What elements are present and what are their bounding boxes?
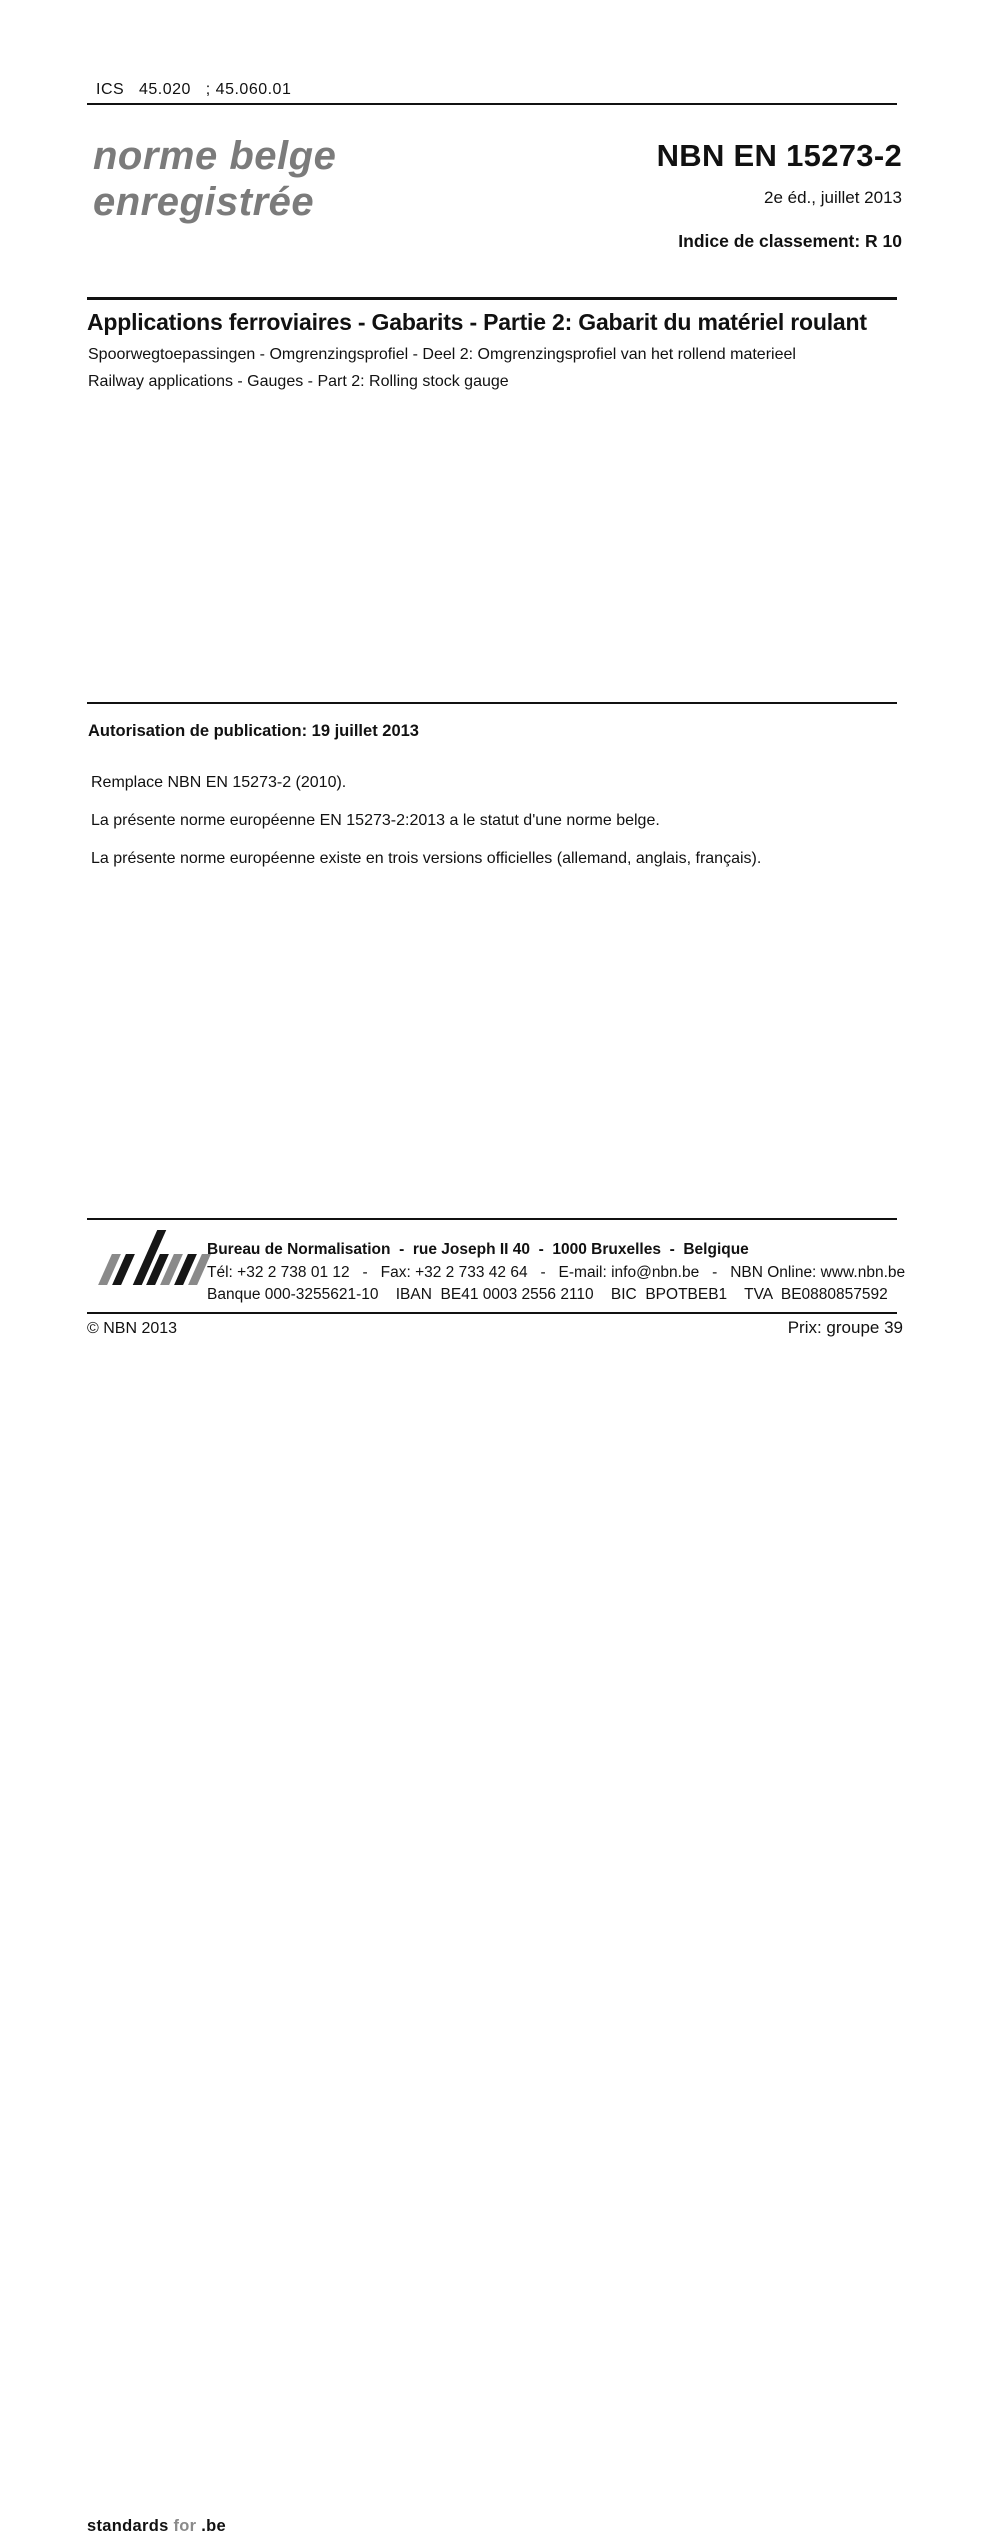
footer-bottom-rule <box>87 1312 897 1314</box>
publisher-contact: Tél: +32 2 738 01 12 - Fax: +32 2 733 42 64 - E-mail: info@nbn.be - NBN Online: www.nbn.be <box>207 1263 906 1281</box>
ics-codes: ICS 45.020 ; 45.060.01 <box>96 81 292 98</box>
price-group: Prix: groupe 39 <box>787 1318 903 1337</box>
standard-number: NBN EN 15273-2 <box>656 138 902 173</box>
publisher-address: Bureau de Normalisation - rue Joseph II 40 - 1000 Bruxelles - Belgique <box>207 1241 749 1258</box>
logo-tagline <box>87 2517 226 2536</box>
document-type-line1: norme belge <box>93 134 337 178</box>
edition-date: 2e éd., juillet 2013 <box>764 188 902 207</box>
replacement-note: Remplace NBN EN 15273-2 (2010). <box>91 774 347 791</box>
tagline-for: for <box>168 2517 197 2535</box>
footer-top-rule <box>87 1218 897 1220</box>
document-type-heading <box>93 133 336 225</box>
title-dutch: Spoorwegtoepassingen - Omgrenzingsprofiel - Deel 2: Omgrenzingsprofiel van het rollend materieel <box>88 346 796 363</box>
status-note: La présente norme européenne EN 15273-2:2013 a le statut d'une norme belge. <box>91 812 660 829</box>
nbn-logo-strokes-icon <box>99 1230 209 1285</box>
tagline-be: .be <box>196 2517 226 2535</box>
publication-rule <box>87 702 897 704</box>
title-french: Applications ferroviaires - Gabarits - Partie 2: Gabarit du matériel roulant <box>87 309 867 335</box>
copyright-notice: © NBN 2013 <box>87 1320 178 1337</box>
title-english: Railway applications - Gauges - Part 2: Rolling stock gauge <box>88 373 509 390</box>
header-rule <box>87 103 897 105</box>
document-type-line2: enregistrée <box>93 180 315 224</box>
publisher-bank-info: Banque 000-3255621-10 IBAN BE41 0003 2556 2110 BIC BPOTBEB1 TVA BE0880857592 <box>207 1286 888 1303</box>
publisher-address-block <box>207 1239 905 1307</box>
tagline-standards: standards <box>87 2517 169 2535</box>
languages-note: La présente norme européenne existe en trois versions officielles (allemand, anglais, français). <box>91 850 762 867</box>
publication-authorization: Autorisation de publication: 19 juillet 2013 <box>88 722 419 740</box>
classification-index: Indice de classement: R 10 <box>678 231 902 251</box>
title-rule <box>87 297 897 300</box>
